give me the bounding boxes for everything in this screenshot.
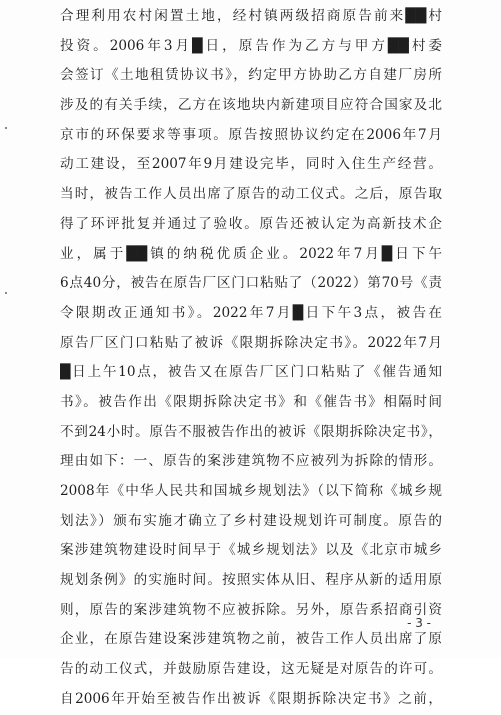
text-line: 投资。2006年3月█日，原告作为乙方与甲方██村委 — [60, 37, 442, 54]
text-line: 会签订《土地租赁协议书》，约定甲方协助乙方自建厂房所 — [60, 67, 442, 84]
text-line: 告的动工仪式，并鼓励原告建设，这无疑是对原告的许可。 — [60, 661, 442, 678]
page-number: - 3 - — [407, 616, 431, 630]
text-line: 2008年《中华人民共和国城乡规划法》（以下简称《城乡规 — [60, 483, 442, 499]
text-line: 自2006年开始至被告作出被诉《限期拆除决定书》之前， — [60, 690, 442, 707]
text-line: 则，原告的案涉建筑物不应被拆除。另外，原告系招商引资 — [60, 601, 442, 618]
text-line: 得了环评批复并通过了验收。原告还被认定为高新技术企 — [60, 215, 442, 232]
text-line: 划法》）颁布实施才确立了乡村建设规划许可制度。原告的 — [60, 512, 442, 529]
text-line: 令限期改正通知书》。2022年7月█日下午3点，被告在 — [60, 304, 442, 321]
page-number-footer — [0, 616, 501, 630]
text-line: 原告厂区门口粘贴了被诉《限期拆除决定书》。2022年7月 — [60, 334, 442, 351]
margin-mark — [5, 127, 7, 129]
text-line: 动工建设，至2007年9月建设完毕，同时入住生产经营。 — [60, 156, 442, 173]
text-line: 企业，在原告建设案涉建筑物之前，被告工作人员出席了原 — [60, 631, 442, 648]
text-line: 6点40分，被告在原告厂区门口粘贴了（2022）第70号《责 — [60, 275, 442, 292]
text-line: 案涉建筑物建设时间早于《城乡规划法》以及《北京市城乡 — [60, 542, 442, 559]
text-line: 涉及的有关手续，乙方在该地块内新建项目应符合国家及北 — [60, 97, 442, 114]
text-line: 当时，被告工作人员出席了原告的动工仪式。之后，原告取 — [60, 186, 442, 203]
text-line: █日上午10点，被告又在原告厂区门口粘贴了《催告通知 — [60, 364, 442, 381]
text-line: 书》。被告作出《限期拆除决定书》和《催告书》相隔时间 — [60, 393, 442, 410]
text-line: 京市的环保要求等事项。原告按照协议约定在2006年7月 — [60, 126, 442, 143]
text-line: 理由如下：一、原告的案涉建筑物不应被列为拆除的情形。 — [60, 453, 442, 470]
text-line: 规划条例》的实施时间。按照实体从旧、程序从新的适用原 — [60, 572, 442, 589]
text-line: 合理利用农村闲置土地，经村镇两级招商原告前来██村 — [60, 8, 442, 24]
text-line: 不到24小时。原告不服被告作出的被诉《限期拆除决定书》， — [60, 423, 442, 440]
margin-mark — [5, 292, 7, 294]
document-body — [60, 2, 442, 715]
text-line: 业，属于██镇的纳税优质企业。2022年7月█日下午 — [60, 245, 442, 262]
